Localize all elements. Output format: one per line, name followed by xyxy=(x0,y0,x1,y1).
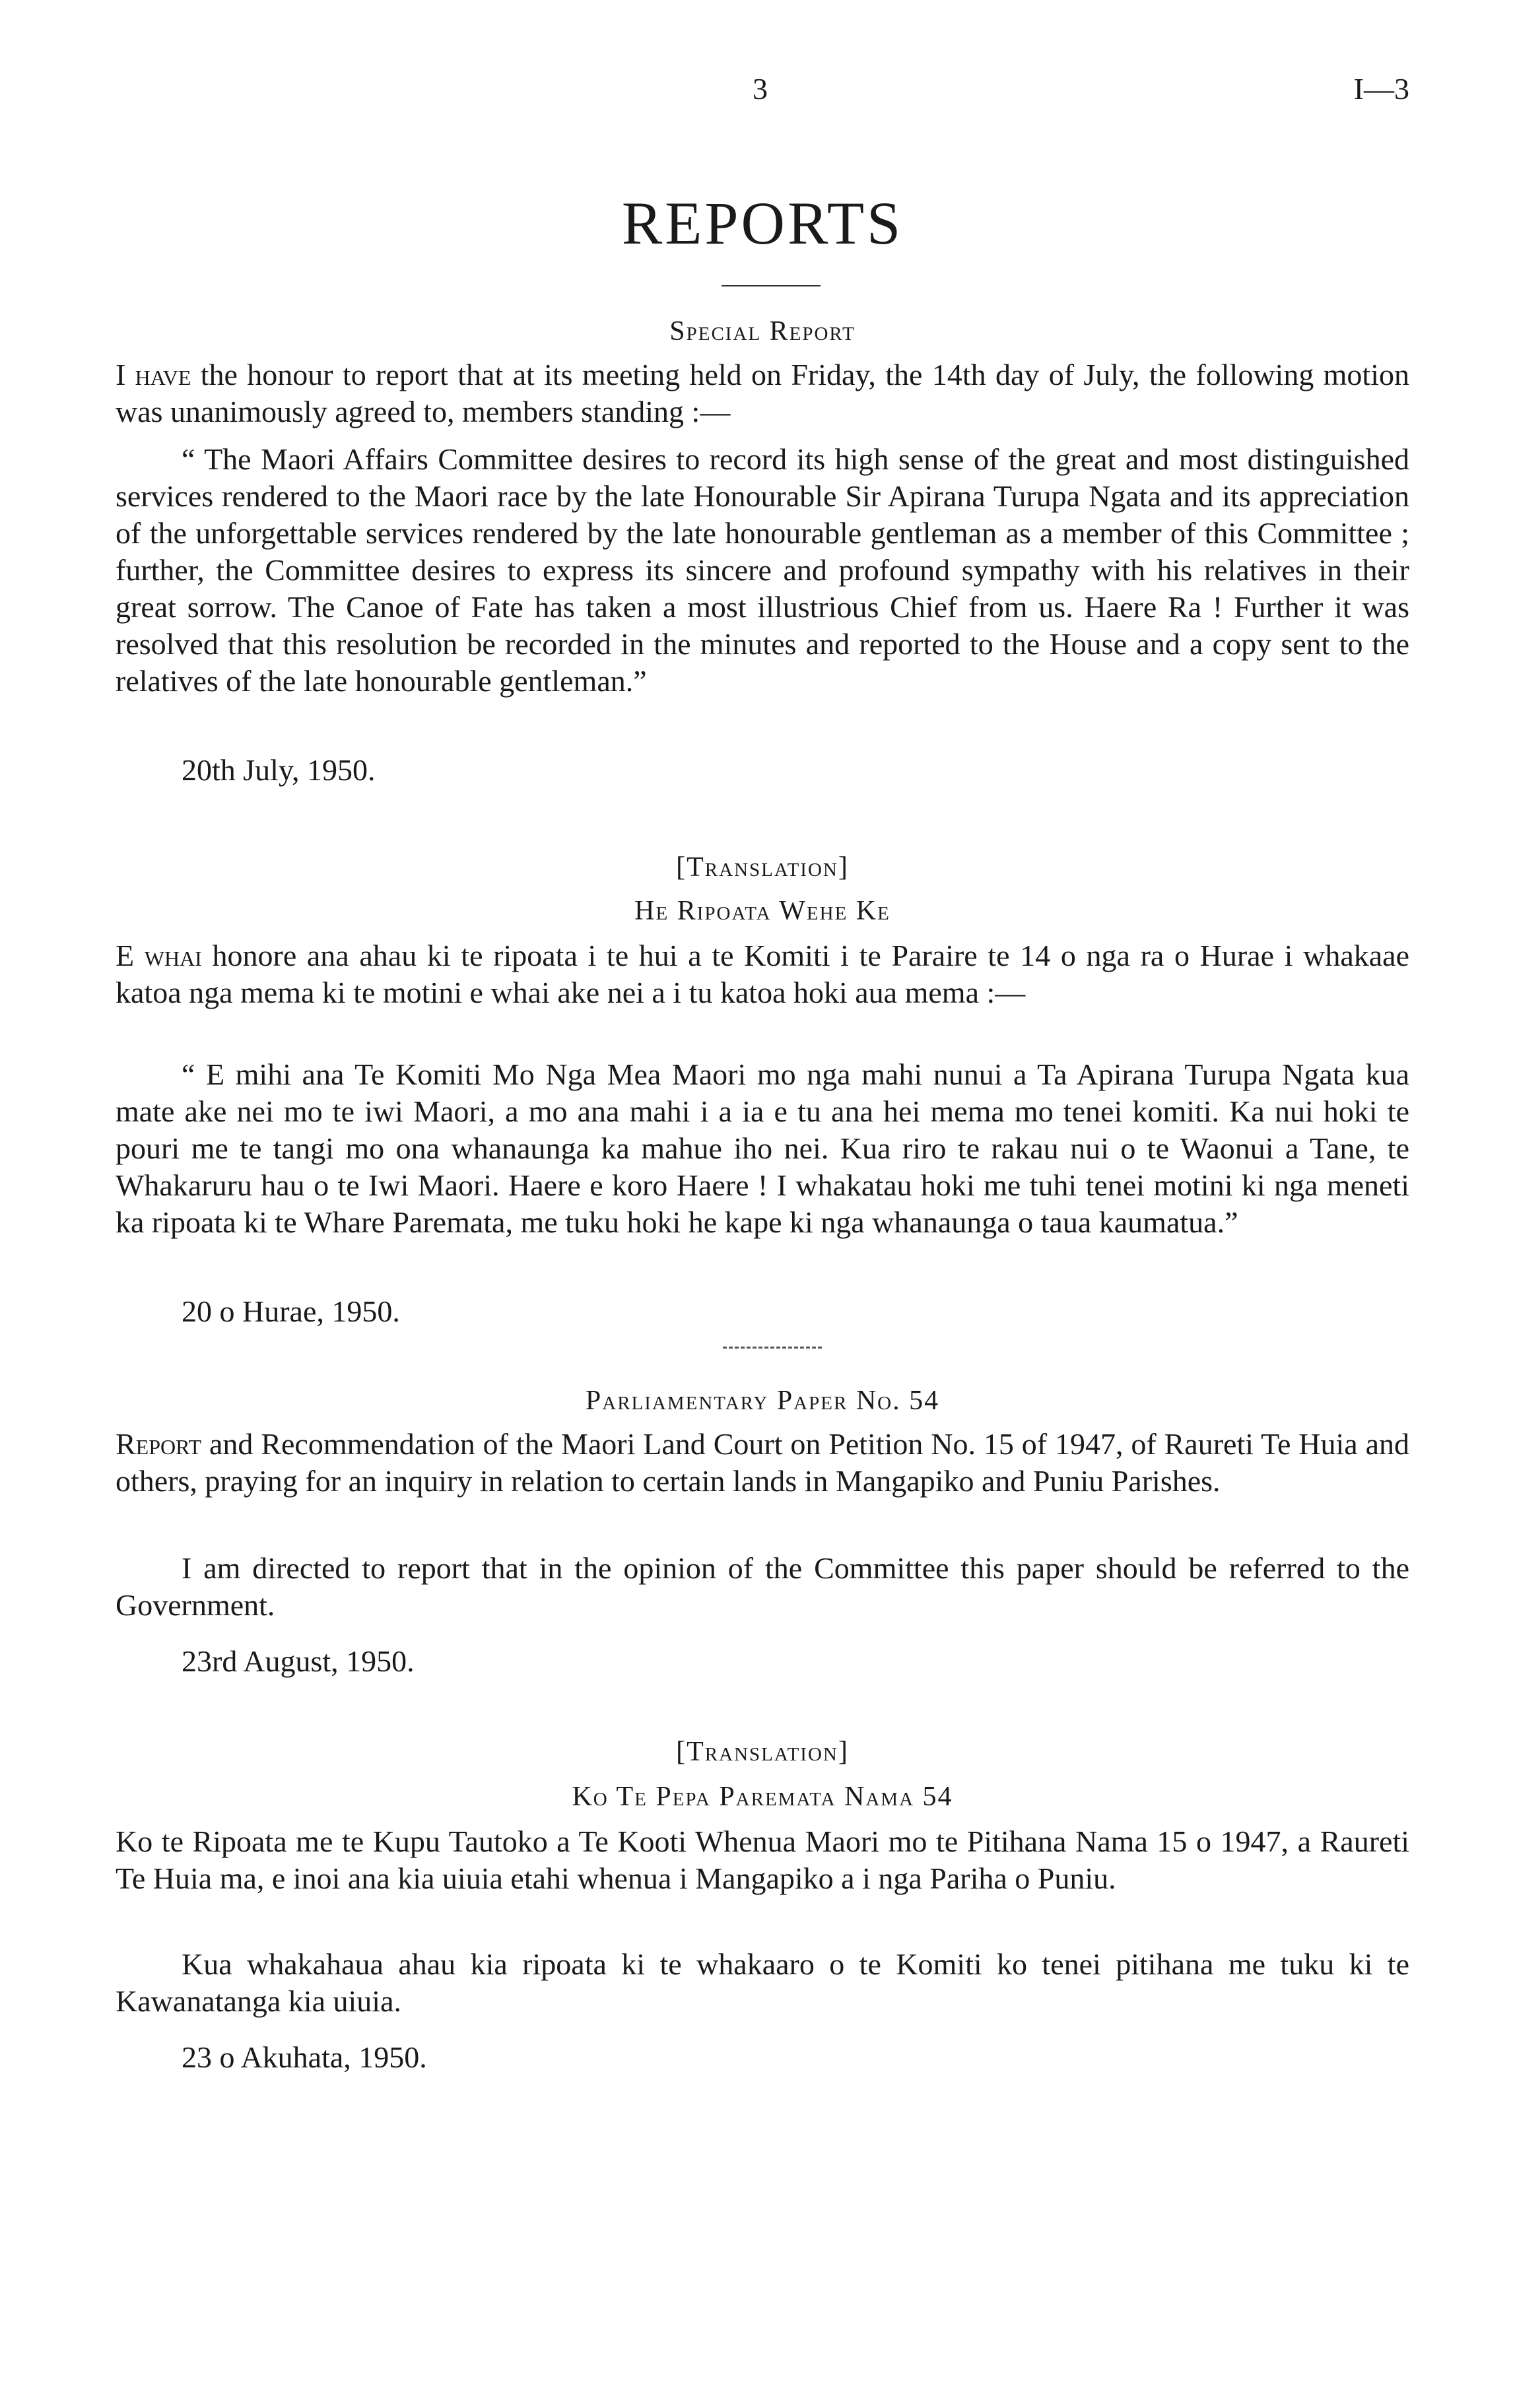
translation-1-lead: E whai xyxy=(116,939,202,972)
translation-2-date: 23 o Akuhata, 1950. xyxy=(182,2040,427,2074)
parliamentary-paper-intro xyxy=(116,1426,1409,1500)
document-reference: I—3 xyxy=(1353,72,1409,106)
page-title: REPORTS xyxy=(621,189,904,257)
parliamentary-paper-heading: Parliamentary Paper No. 54 xyxy=(585,1386,940,1416)
translation-1-heading: He Ripoata Wehe Ke xyxy=(634,896,891,926)
special-report-date: 20th July, 1950. xyxy=(182,753,376,787)
special-report-intro xyxy=(116,356,1409,430)
translation-1-label: [Translation] xyxy=(676,852,849,883)
translation-1-motion: “ E mihi ana Te Komiti Mo Nga Mea Maori mo nga mahi nunui a Ta Apirana Turupa Ngata kua mate ake nei mo te iwi Maori, a mo ana mahi i a ia e tu ana hei mema mo tenei komiti. Ka nui hoki te pouri me te tangi mo ona whanaunga ka mahue iho nei. Kua riro te rakau nui o te Waonui a Tane, te Whakaruru hau o te Iwi Maori. Haere e koro Haere ! I whakatau hoki me tuhi tenei motini ki nga meneti ka ripoata ki te Whare Paremata, me tuku hoki he kape ki nga whanaunga o taua kaumatua.” xyxy=(116,1057,1409,1239)
parliamentary-paper-date: 23rd August, 1950. xyxy=(182,1644,415,1678)
translation-2-body: Kua whakahaua ahau kia ripoata ki te whakaaro o te Komiti ko tenei pitihana me tuku ki te Kawanatanga kia uiuia. xyxy=(116,1947,1409,2018)
special-report-lead: I have xyxy=(116,358,191,391)
section-divider xyxy=(723,1347,822,1349)
translation-2-label: [Translation] xyxy=(676,1737,849,1767)
translation-2-intro: Ko te Ripoata me te Kupu Tautoko a Te Kooti Whenua Maori mo te Pitihana Nama 15 o 1947, a Raureti Te Huia ma, e inoi ana kia uiuia etahi whenua i Mangapiko a i nga Pariha o Puniu. xyxy=(116,1824,1409,1895)
parliamentary-paper-body: I am directed to report that in the opinion of the Committee this paper should be referred to the Government. xyxy=(116,1551,1409,1622)
translation-2-heading: Ko Te Pepa Paremata Nama 54 xyxy=(572,1782,953,1812)
special-report-motion: “ The Maori Affairs Committee desires to record its high sense of the great and most distinguished services rendered to the Maori race by the late Honourable Sir Apirana Turupa Ngata and its appreciation of the unforgettable services rendered by the late honourable gentleman as a member of this Committee ; further, the Committee desires to express its sincere and profound sympathy with his relatives in their great sorrow. The Canoe of Fate has taken a most illustrious Chief from us. Haere Ra ! Further it was resolved that this resolution be recorded in the minutes and reported to the House and a copy sent to the relatives of the late honourable gentleman.” xyxy=(116,442,1409,698)
translation-1-intro-text: honore ana ahau ki te ripoata i te hui a te Komiti i te Paraire te 14 o nga ra o Hurae i whakaae katoa nga mema ki te motini e whai ake nei a i tu katoa hoki aua mema :— xyxy=(116,939,1409,1009)
page-header xyxy=(116,71,1409,117)
special-report-intro-text: the honour to report that at its meeting held on Friday, the 14th day of July, the following motion was unanimously agreed to, members standing :— xyxy=(116,358,1409,428)
special-report-heading: Special Report xyxy=(669,316,856,347)
translation-1-intro xyxy=(116,937,1409,1011)
translation-1-date: 20 o Hurae, 1950. xyxy=(182,1294,400,1328)
parliamentary-paper-intro-text: and Recommendation of the Maori Land Court on Petition No. 15 of 1947, of Raureti Te Huia and others, praying for an inquiry in relation to certain lands in Mangapiko and Puniu Parishes. xyxy=(116,1427,1409,1498)
page-number: 3 xyxy=(753,72,768,106)
title-divider xyxy=(722,285,821,286)
parliamentary-paper-lead: Report xyxy=(116,1427,202,1461)
